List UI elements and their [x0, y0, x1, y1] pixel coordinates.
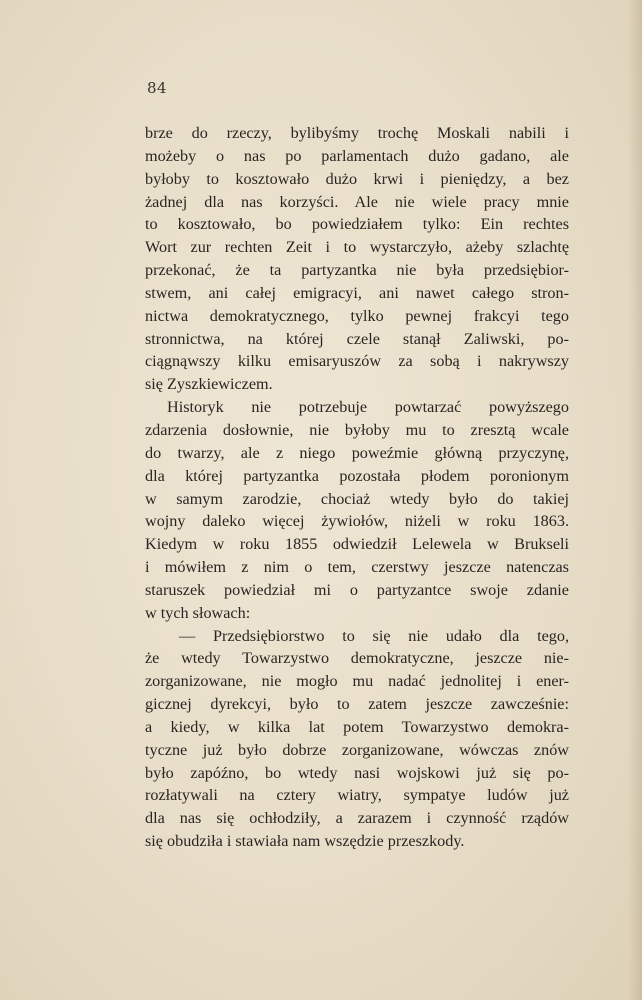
text-line: Historyk nie potrzebuje powtarzać powyższego	[167, 398, 569, 417]
text-line: do twarzy, ale z niego poweźmie główną przyczynę,	[145, 443, 569, 462]
text-line: zorganizowane, nie mogło mu nadać jednolitej i ener-	[145, 672, 569, 691]
text-line: to kosztowało, bo powiedziałem tylko: Ein rechtes	[145, 215, 569, 234]
text-line: dla której partyzantka pozostała płodem poronionym	[145, 466, 569, 485]
text-line: Kiedym w roku 1855 odwiedził Lelewela w Brukseli	[145, 535, 569, 554]
text-line: możeby o nas po parlamentach dużo gadano, ale	[145, 146, 569, 165]
text-line: się Zyszkiewiczem.	[145, 375, 273, 394]
text-line: było zapóźno, bo wtedy nasi wojskowi już się po-	[145, 763, 569, 782]
text-line: Wort zur rechten Zeit i to wystarczyło, ażeby szlachtę	[145, 238, 569, 257]
text-line: stronnictwa, na której czele stanął Zaliwski, po-	[145, 329, 569, 348]
text-line: nictwa demokratycznego, tylko pewnej frakcyi tego	[145, 306, 569, 325]
text-line: w samym zarodzie, chociaż wtedy było do takiej	[145, 489, 569, 508]
text-line: staruszek powiedział mi o partyzantce swoje zdanie	[145, 580, 569, 599]
text-line: gicznej dyrekcyi, było to zatem jeszcze zawcześnie:	[145, 695, 569, 714]
text-line: zdarzenia dosłownie, nie byłoby mu to zresztą wcale	[145, 420, 569, 439]
text-line: a kiedy, w kilka lat potem Towarzystwo demokra-	[145, 717, 569, 736]
text-line: brze do rzeczy, bylibyśmy trochę Moskali nabili i	[145, 124, 569, 142]
text-line: tyczne już było dobrze zorganizowane, wówczas znów	[145, 740, 569, 759]
text-line: się obudziła i stawiała nam wszędzie przeszkody.	[145, 832, 465, 851]
page-number: 84	[147, 79, 168, 97]
body-text	[145, 122, 569, 853]
text-line: w tych słowach:	[145, 603, 251, 622]
text-line: że wtedy Towarzystwo demokratyczne, jeszcze nie-	[145, 649, 569, 668]
text-line: wojny daleko więcej żywiołów, niżeli w roku 1863.	[145, 512, 569, 531]
text-line: stwem, ani całej emigracyi, ani nawet całego stron-	[145, 283, 569, 302]
text-line: — Przedsiębiorstwo to się nie udało dla tego,	[179, 626, 569, 645]
text-line: dla nas się ochłodziły, a zarazem i czynność rządów	[145, 809, 569, 828]
text-line: i mówiłem z nim o tem, czerstwy jeszcze natenczas	[145, 558, 569, 577]
text-line: żadnej dla nas korzyści. Ale nie wiele pracy mnie	[145, 192, 569, 211]
text-line: byłoby to kosztowało dużo krwi i pieniędzy, a bez	[145, 169, 569, 188]
text-line: przekonać, że ta partyzantka nie była przedsiębior-	[145, 261, 569, 280]
page-edge-shadow	[628, 0, 642, 1000]
text-line: ciągnąwszy kilku emisaryuszów za sobą i nakrywszy	[145, 352, 569, 371]
text-line: rozłatywali na cztery wiatry, sympatye ludów już	[145, 786, 569, 805]
